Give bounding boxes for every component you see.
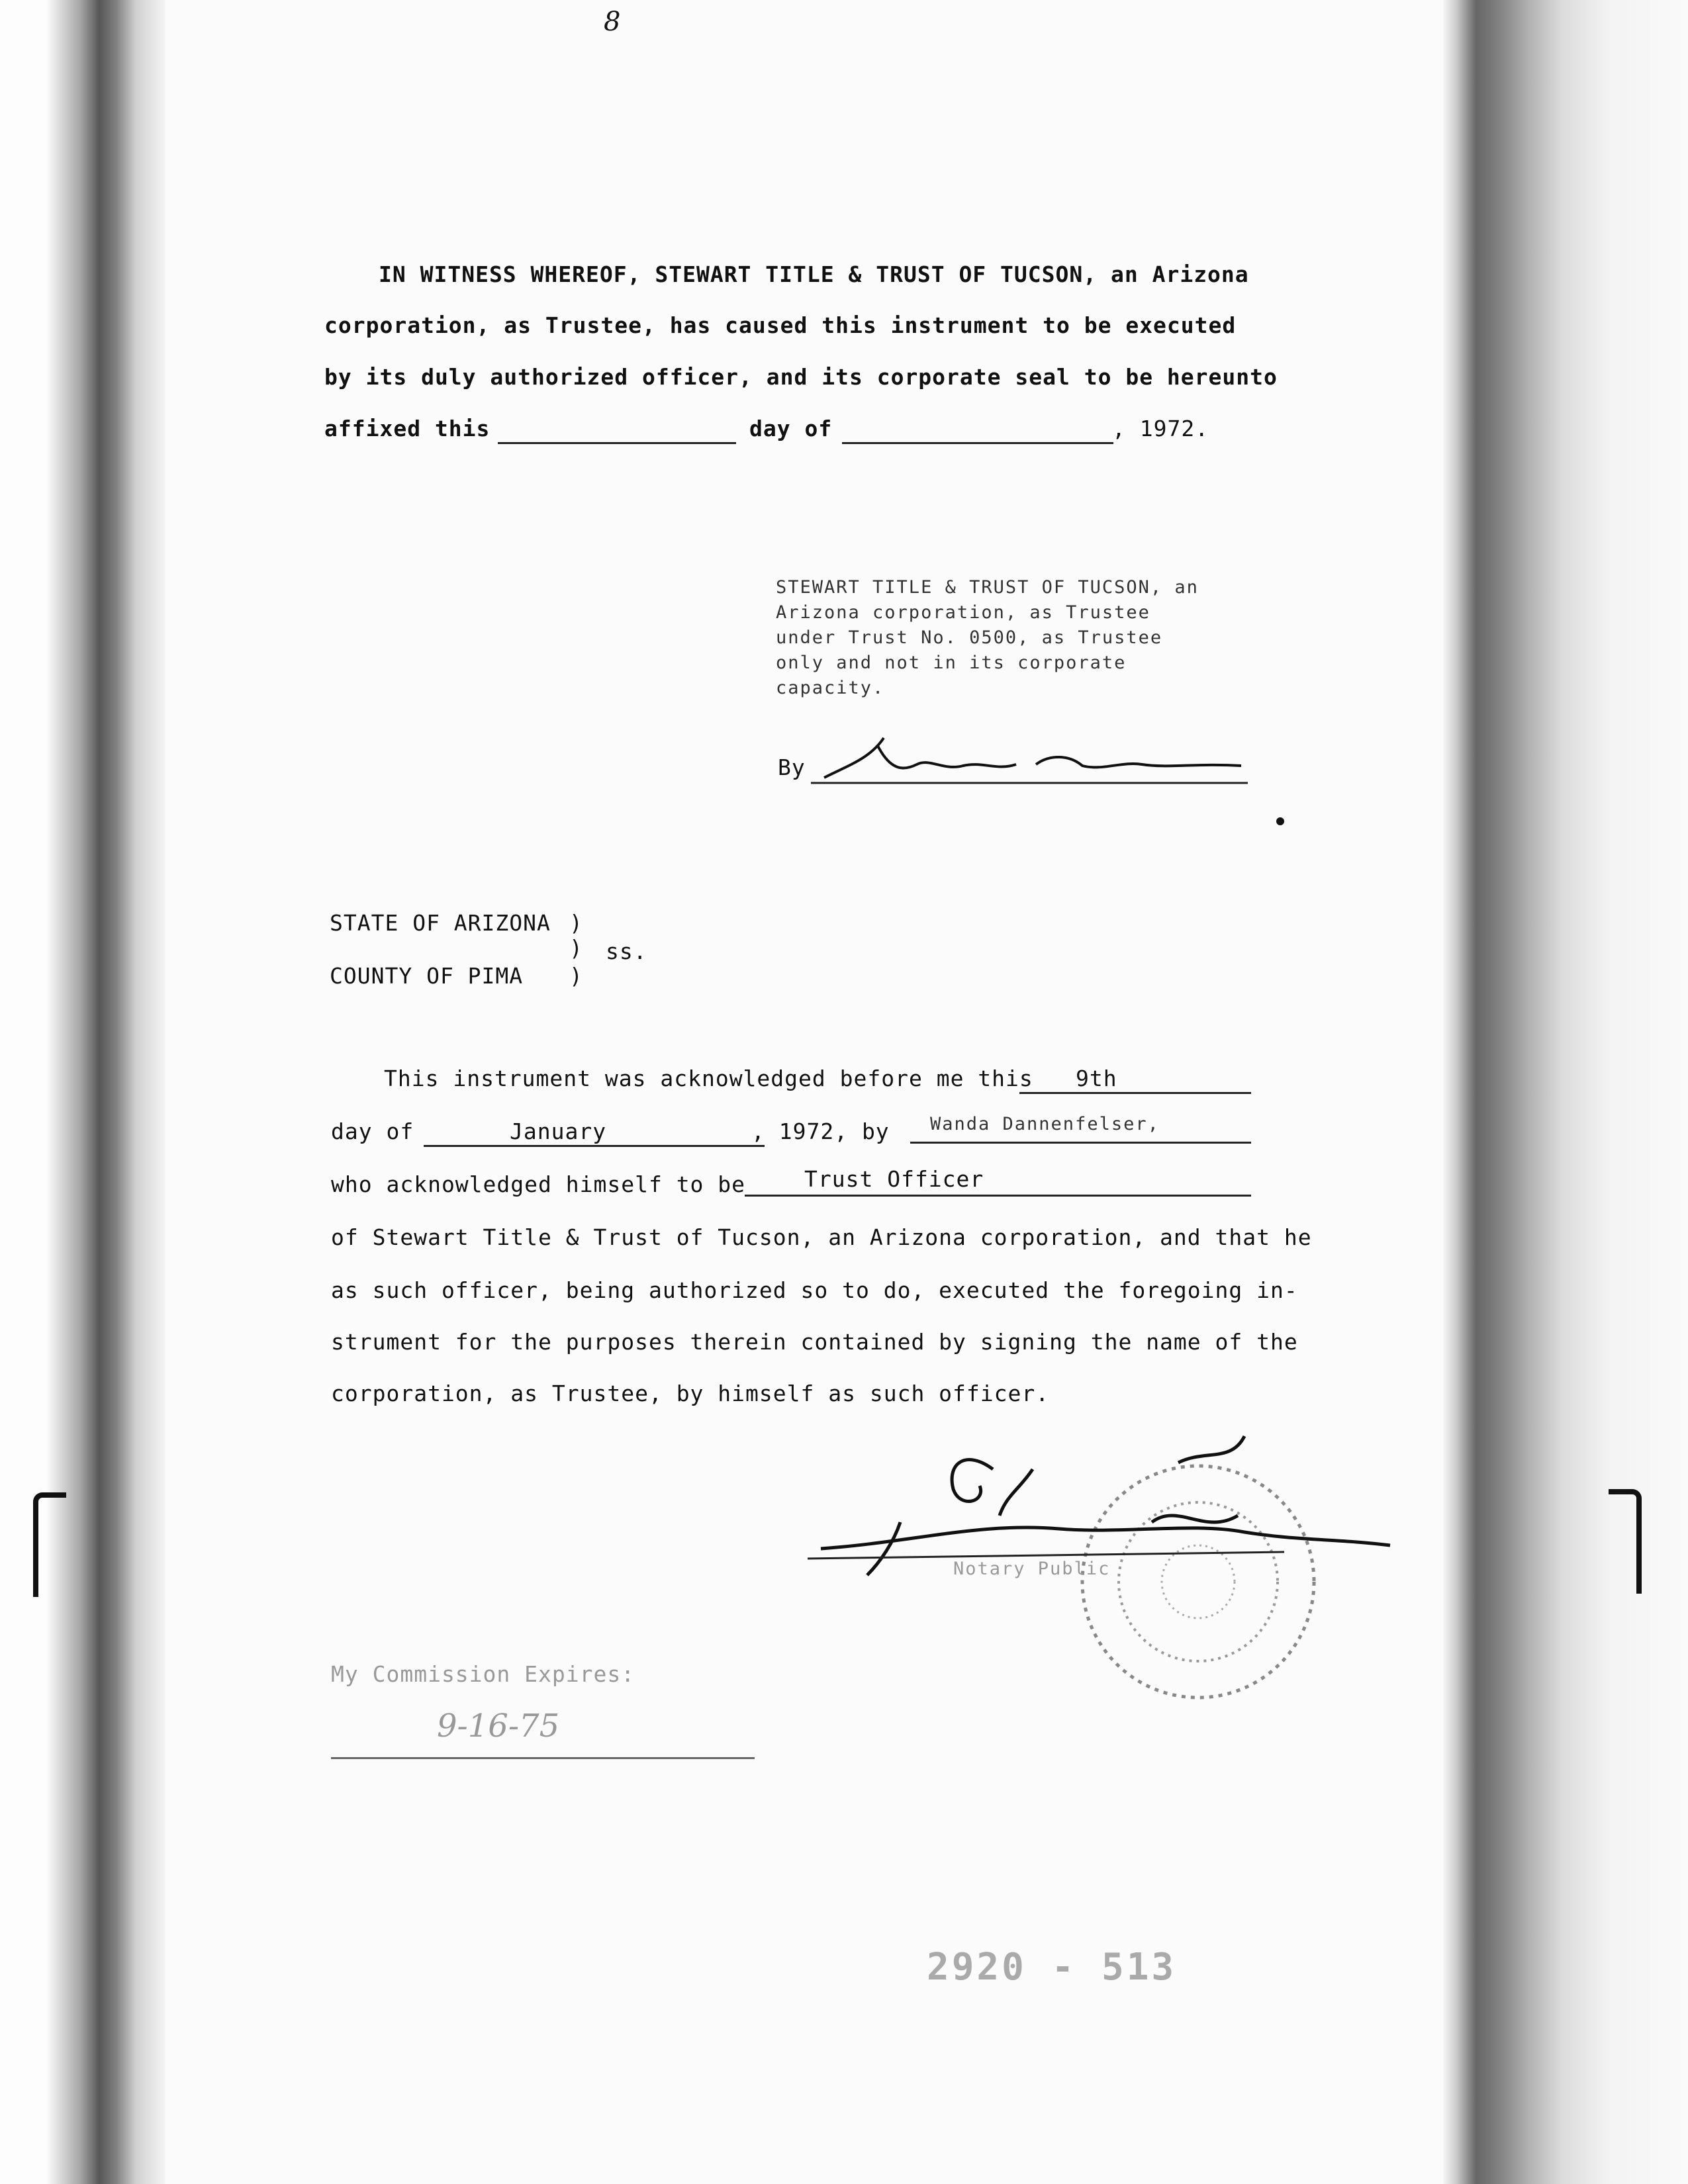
trustee-line-3: under Trust No. 0500, as Trustee (776, 627, 1163, 648)
ack-name-blank (910, 1142, 1251, 1144)
witness-line-1: IN WITNESS WHEREOF, STEWART TITLE & TRUST OF TUCSON, an Arizona (379, 261, 1249, 287)
witness-line-4-prefix: affixed this (324, 416, 491, 441)
notary-public-label: Notary Public (953, 1559, 1111, 1579)
ack-line-3-prefix: who acknowledged himself to be (331, 1171, 746, 1197)
venue-state: STATE OF ARIZONA (330, 910, 551, 936)
witness-year: , 1972. (1112, 416, 1209, 441)
ack-name-value: Wanda Dannenfelser, (930, 1114, 1160, 1134)
ack-day-value: 9th (1076, 1066, 1117, 1091)
venue-ss: ss. (606, 938, 647, 964)
ack-month-value: January (510, 1118, 607, 1144)
witness-day-of-label: day of (749, 416, 833, 441)
ack-line-5: as such officer, being authorized so to do, executed the foregoing in- (331, 1277, 1298, 1303)
commission-label: My Commission Expires: (331, 1661, 635, 1687)
ack-title-value: Trust Officer (804, 1166, 984, 1192)
venue-paren-3: ) (569, 963, 583, 989)
venue-paren-2: ) (569, 935, 583, 961)
ink-dot (1276, 817, 1284, 825)
ack-line-2-prefix: day of (331, 1118, 414, 1144)
by-label: By (778, 754, 806, 780)
commission-blank (331, 1757, 755, 1759)
ack-line-1-prefix: This instrument was acknowledged before me this (384, 1066, 1033, 1091)
commission-value: 9-16-75 (437, 1707, 560, 1745)
ack-title-blank (745, 1195, 1251, 1197)
trustee-line-5: capacity. (776, 678, 885, 698)
venue-paren-1: ) (569, 910, 583, 936)
ack-line-4: of Stewart Title & Trust of Tucson, an Arizona corporation, and that he (331, 1224, 1312, 1250)
ack-day-blank (1019, 1092, 1251, 1094)
ack-year-by: , 1972, by (751, 1118, 890, 1144)
venue-county: COUNTY OF PIMA (330, 963, 524, 989)
trustee-line-4: only and not in its corporate (776, 653, 1127, 673)
trustee-line-1: STEWART TITLE & TRUST OF TUCSON, an (776, 577, 1199, 598)
ack-line-7: corporation, as Trustee, by himself as such officer. (331, 1381, 1050, 1406)
scan-right-edge (1443, 0, 1688, 2184)
ack-line-6: strument for the purposes therein contained by signing the name of the (331, 1329, 1298, 1355)
recording-stamp: 2920 - 513 (927, 1946, 1177, 1989)
witness-line-2: corporation, as Trustee, has caused this instrument to be executed (324, 312, 1237, 338)
binding-bracket-left (33, 1492, 66, 1597)
top-mark: 8 (604, 7, 621, 37)
binding-bracket-right (1609, 1489, 1642, 1594)
ack-month-blank (424, 1145, 765, 1147)
affixed-month-blank (842, 442, 1113, 444)
witness-line-3: by its duly authorized officer, and its corporate seal to be hereunto (324, 364, 1278, 390)
scan-left-edge (0, 0, 165, 2184)
affixed-day-blank (498, 442, 736, 444)
notary-signature (781, 1423, 1403, 1621)
trustee-signature (811, 725, 1261, 791)
trustee-line-2: Arizona corporation, as Trustee (776, 602, 1150, 623)
